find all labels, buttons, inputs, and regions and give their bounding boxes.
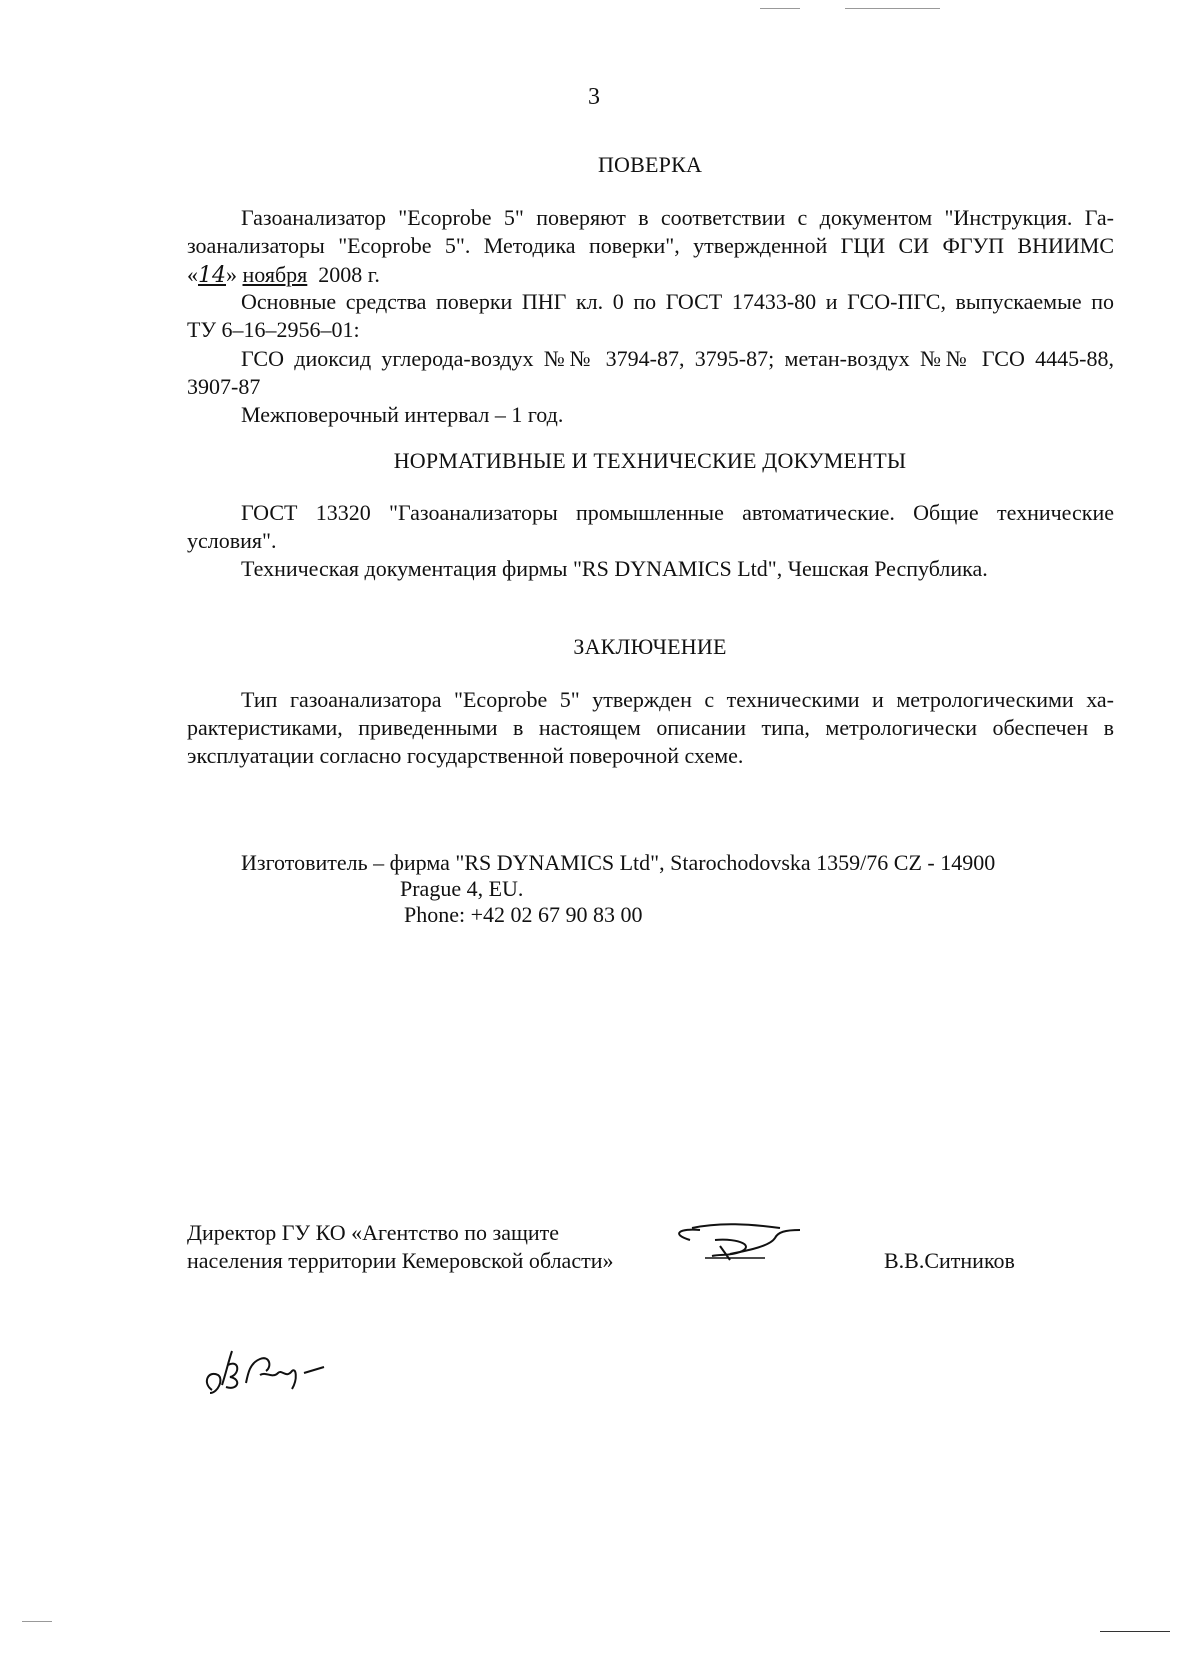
date-day-handwritten: 14 xyxy=(198,263,226,288)
manufacturer-line-1: Изготовитель – фирма "RS DYNAMICS Ltd", Starochodovska 1359/76 CZ - 14900 xyxy=(241,850,996,875)
section-title-conclusion: ЗАКЛЮЧЕНИЕ xyxy=(573,634,727,659)
verification-means-line-2: ТУ 6–16–2956–01: xyxy=(187,317,360,342)
director-signature-icon xyxy=(660,1220,830,1270)
page-number: 3 xyxy=(588,84,600,110)
section-title-normative: НОРМАТИВНЫЕ И ТЕХНИЧЕСКИЕ ДОКУМЕНТЫ xyxy=(393,448,907,473)
date-month: ноября xyxy=(242,262,308,287)
scan-artifact xyxy=(1100,1631,1170,1632)
verification-means-line-1: Основные средства поверки ПНГ кл. 0 по ГОСТ 17433-80 и ГСО-ПГС, выпускаемые по xyxy=(241,289,1114,314)
date-year: 2008 г. xyxy=(318,262,380,287)
date-close-quote: » xyxy=(226,262,237,287)
signatory-name: В.В.Ситников xyxy=(884,1248,1015,1273)
scan-artifact xyxy=(22,1621,52,1622)
handwritten-initials-icon xyxy=(200,1345,330,1405)
manufacturer-line-2: Prague 4, EU. xyxy=(400,876,524,901)
signatory-title-line-1: Директор ГУ КО «Агентство по защите xyxy=(187,1220,560,1245)
conclusion-line-1: Тип газоанализатора "Ecoprobe 5" утвержден с техническими и метрологическими ха- xyxy=(241,687,1114,712)
verification-line-2: зоанализаторы "Ecoprobe 5". Методика поверки", утвержденной ГЦИ СИ ФГУП ВНИИМС xyxy=(187,233,1114,258)
verification-line-1: Газоанализатор "Ecoprobe 5" поверяют в соответствии с документом "Инструкция. Га- xyxy=(241,205,1114,230)
normative-gost-line-1: ГОСТ 13320 "Газоанализаторы промышленные автоматические. Общие технические xyxy=(241,500,1114,525)
conclusion-line-3: эксплуатации согласно государственной поверочной схеме. xyxy=(187,743,744,768)
verification-interval: Межповерочный интервал – 1 год. xyxy=(241,402,564,427)
scan-artifact xyxy=(760,8,800,9)
date-open-quote: « xyxy=(187,262,198,287)
conclusion-line-2: рактеристиками, приведенными в настоящем описании типа, метрологически обеспечен в xyxy=(187,715,1114,740)
manufacturer-phone: Phone: +42 02 67 90 83 00 xyxy=(404,902,643,927)
gso-line-1: ГСО диоксид углерода-воздух №№ 3794-87, 3795-87; метан-воздух №№ ГСО 4445-88, xyxy=(241,346,1114,371)
section-title-verification: ПОВЕРКА xyxy=(597,152,703,177)
normative-gost-line-2: условия". xyxy=(187,528,277,553)
normative-tech-doc: Техническая документация фирмы "RS DYNAMICS Ltd", Чешская Республика. xyxy=(241,556,988,581)
gso-line-2: 3907-87 xyxy=(187,374,261,399)
signatory-title-line-2: населения территории Кемеровской области» xyxy=(187,1248,614,1273)
scan-artifact xyxy=(845,8,940,9)
approval-date xyxy=(187,262,380,289)
